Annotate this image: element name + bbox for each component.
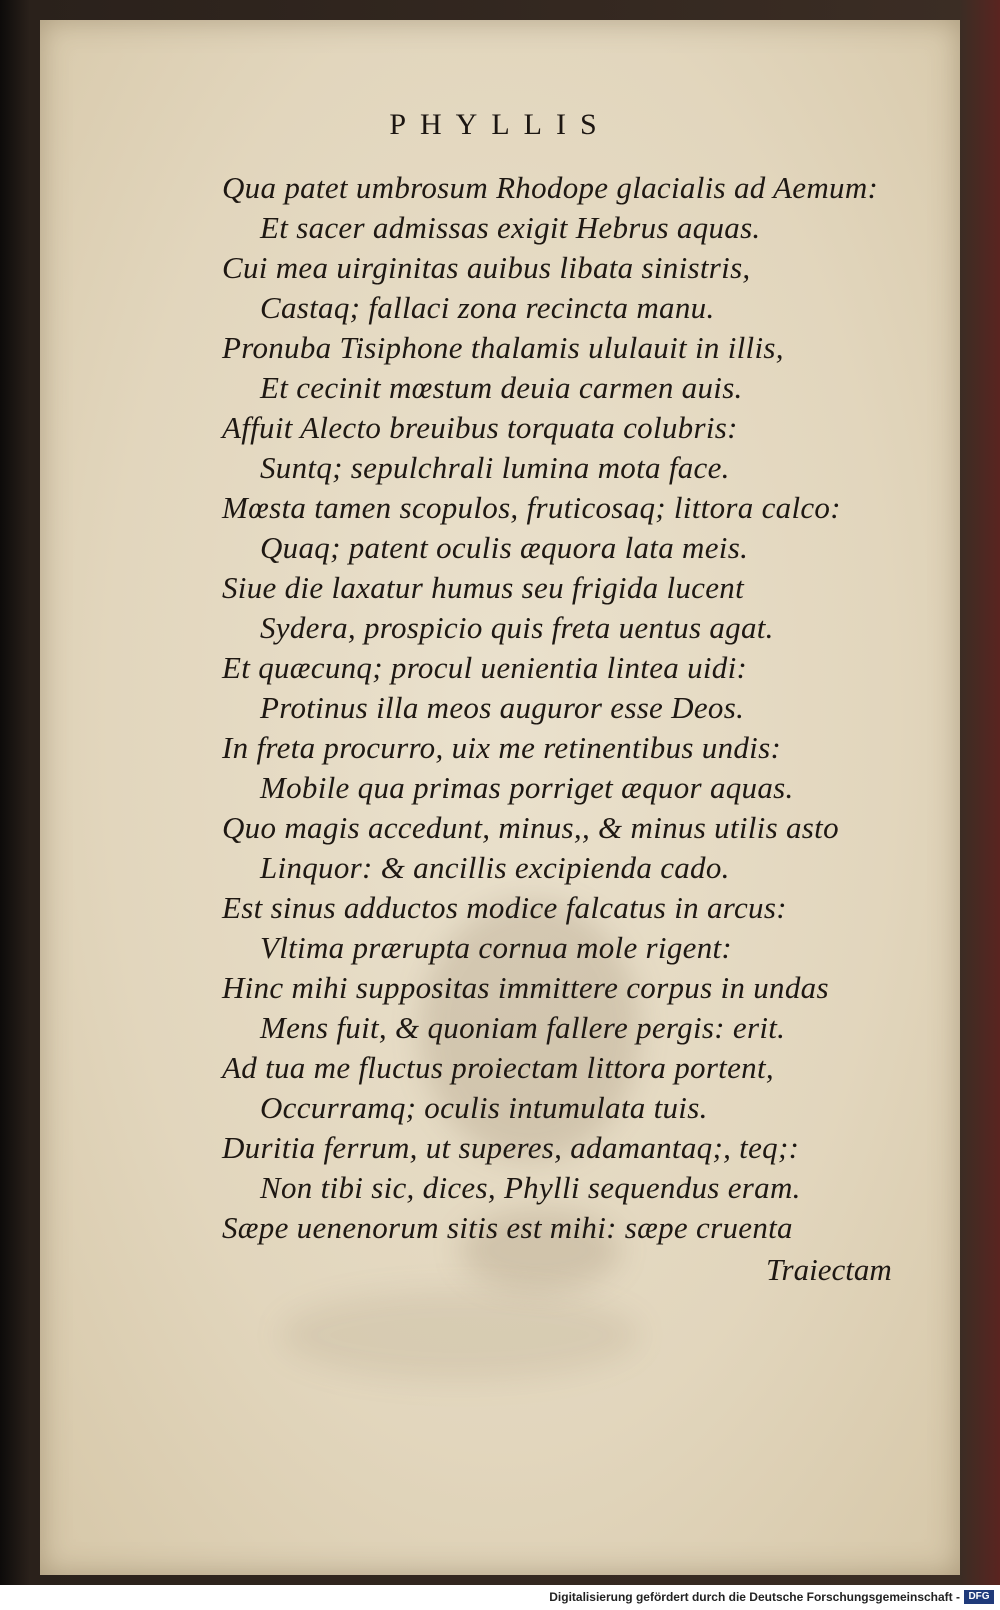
verse-line-10: Quaq; patent oculis æquora lata meis. — [260, 530, 749, 565]
verse-line-9: Mœsta tamen scopulos, fruticosaq; littora calco: — [222, 490, 841, 525]
verse-line-15: In freta procurro, uix me retinentibus undis: — [222, 730, 782, 765]
verse-line-13: Et quæcunq; procul uenientia lintea uidi: — [222, 650, 748, 685]
verse-line-22: Mens fuit, & quoniam fallere pergis: erit. — [260, 1010, 786, 1045]
verse-line-3: Cui mea uirginitas auibus libata sinistris, — [222, 250, 751, 285]
verse-line-17: Quo magis accedunt, minus,, & minus utilis asto — [222, 810, 839, 845]
verse-line-21: Hinc mihi suppositas immittere corpus in undas — [222, 970, 829, 1005]
verse-line-26: Non tibi sic, dices, Phylli sequendus eram. — [260, 1170, 801, 1205]
catchword: Traiectam — [766, 1252, 892, 1287]
page-stain — [280, 1290, 640, 1380]
verse-line-2: Et sacer admissas exigit Hebrus aquas. — [260, 210, 761, 245]
verse-line-5: Pronuba Tisiphone thalamis ululauit in illis, — [222, 330, 784, 365]
verse-line-6: Et cecinit mœstum deuia carmen auis. — [260, 370, 743, 405]
dfg-logo: DFG — [964, 1590, 994, 1604]
verse-line-19: Est sinus adductos modice falcatus in arcus: — [222, 890, 787, 925]
verse-line-23: Ad tua me fluctus proiectam littora portent, — [222, 1050, 774, 1085]
verse-line-27: Sæpe uenenorum sitis est mihi: sæpe cruenta — [222, 1210, 793, 1245]
verse-line-16: Mobile qua primas porriget æquor aquas. — [260, 770, 794, 805]
verse-line-24: Occurramq; oculis intumulata tuis. — [260, 1090, 708, 1125]
verse-line-12: Sydera, prospicio quis freta uentus agat. — [260, 610, 774, 645]
verse-line-1: Qua patet umbrosum Rhodope glacialis ad Aemum: — [222, 170, 879, 205]
verse-line-8: Suntq; sepulchrali lumina mota face. — [260, 450, 730, 485]
verse-line-25: Duritia ferrum, ut superes, adamantaq;, teq;: — [222, 1130, 800, 1165]
book-page — [40, 20, 960, 1575]
footer-credit: Digitalisierung gefördert durch die Deutsche Forschungsgemeinschaft - — [549, 1590, 960, 1604]
verse-line-11: Siue die laxatur humus seu frigida lucent — [222, 570, 745, 605]
running-head: PHYLLIS — [389, 108, 611, 141]
verse-line-20: Vltima prærupta cornua mole rigent: — [260, 930, 733, 965]
verse-line-4: Castaq; fallaci zona recincta manu. — [260, 290, 715, 325]
verse-line-18: Linquor: & ancillis excipienda cado. — [260, 850, 730, 885]
verse-line-14: Protinus illa meos auguror esse Deos. — [260, 690, 745, 725]
verse-line-7: Affuit Alecto breuibus torquata colubris: — [222, 410, 738, 445]
digitization-footer — [0, 1585, 1000, 1610]
